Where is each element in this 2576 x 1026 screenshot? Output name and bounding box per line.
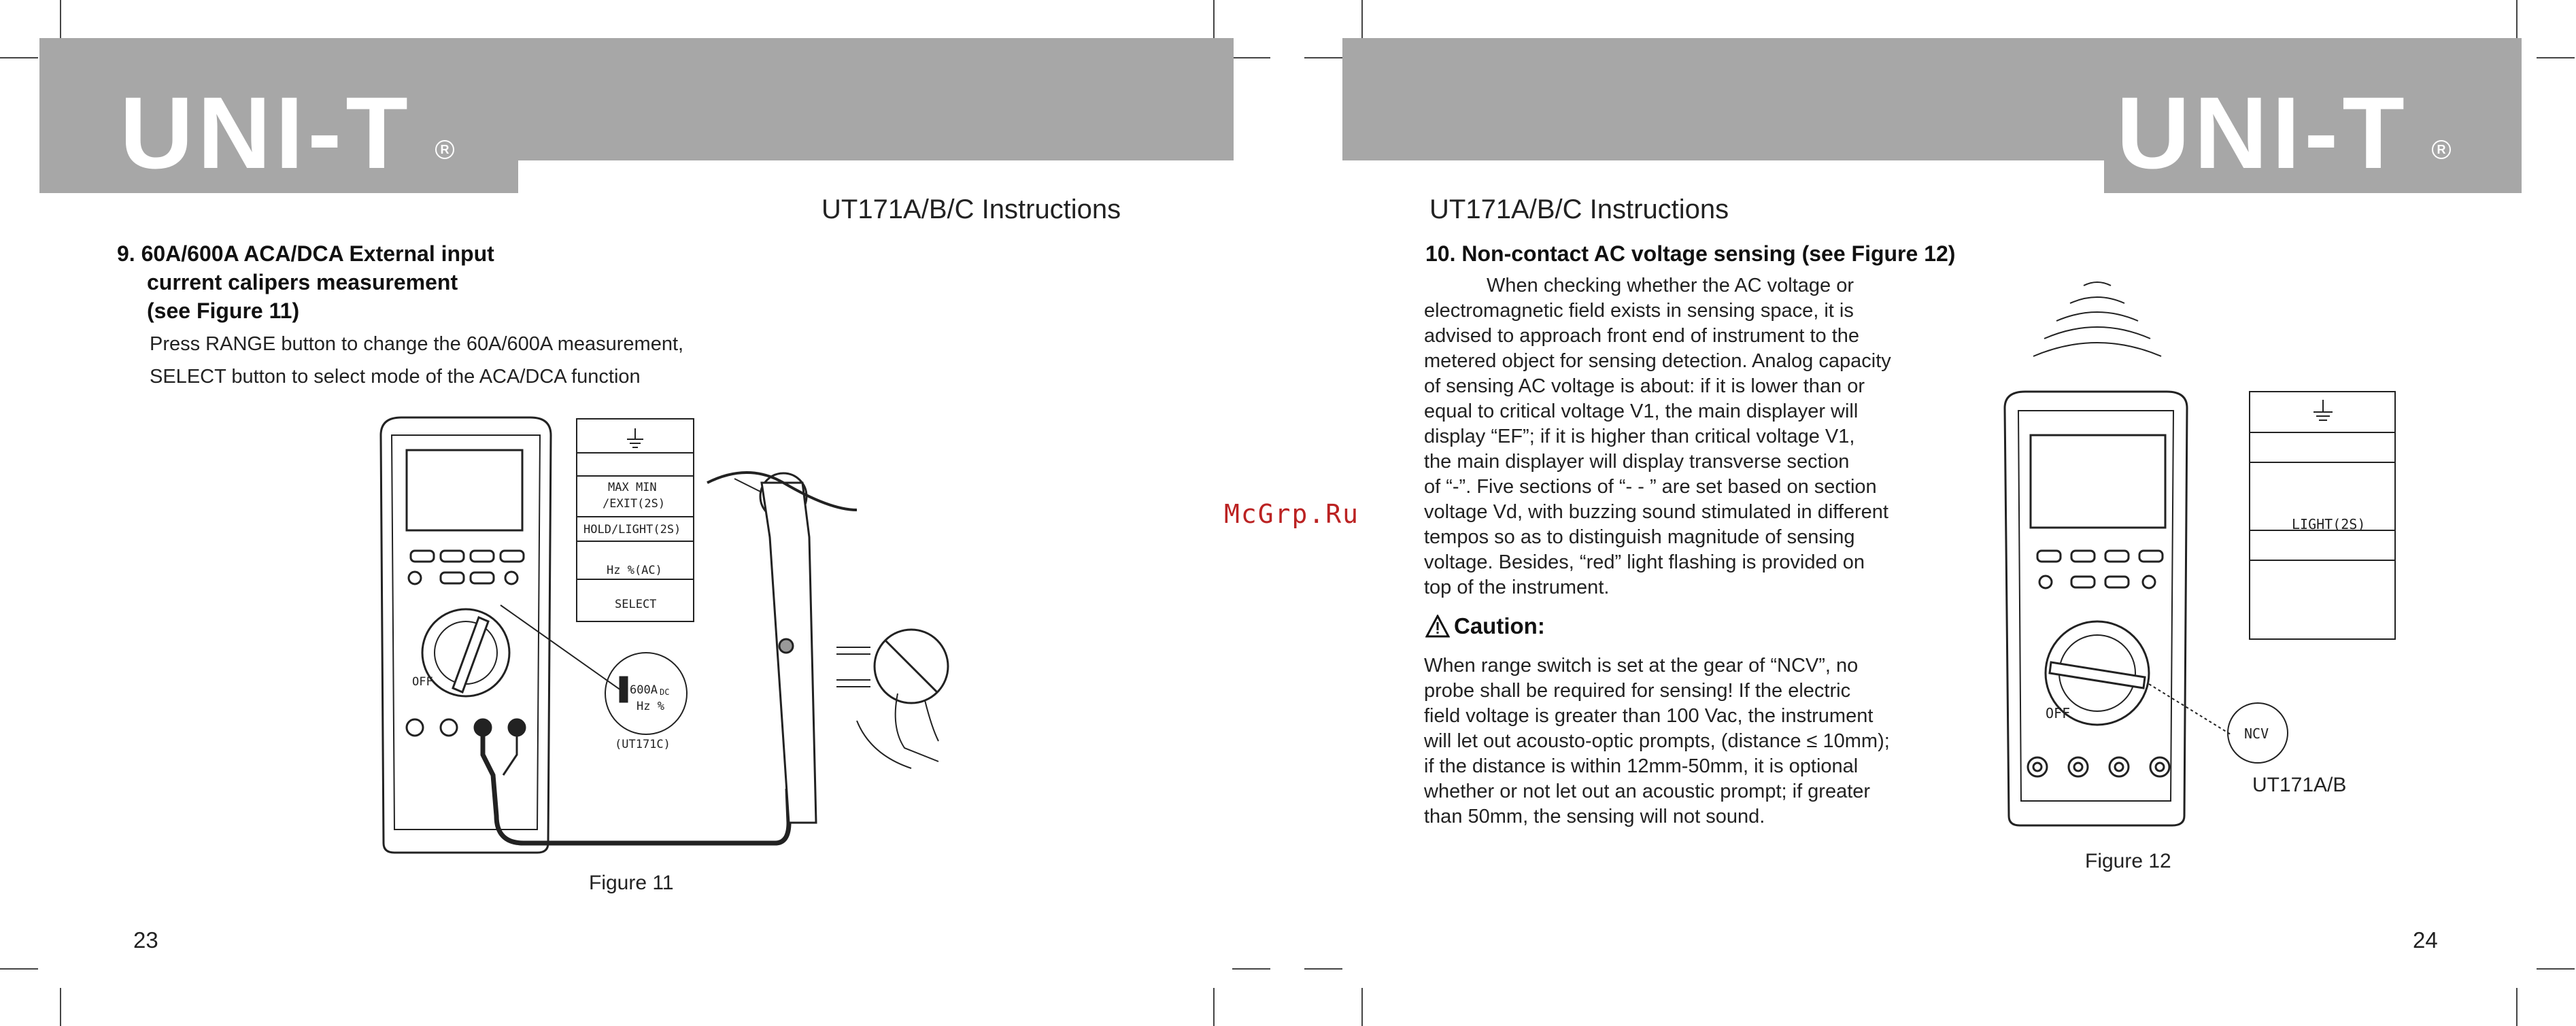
panel-label: MAX MIN <box>608 481 657 494</box>
registered-mark: R <box>2432 140 2451 159</box>
input-jack <box>407 719 423 736</box>
brand-logo: UNI-T <box>120 75 412 190</box>
paragraph-line: metered object for sensing detection. Analog capacity <box>1424 350 1891 372</box>
body-line: SELECT button to select mode of the ACA/DCA function <box>150 366 641 388</box>
input-jack <box>2150 757 2169 776</box>
meter-button <box>441 572 464 583</box>
caution-line: whether or not let out an acoustic prompt; if greater <box>1424 781 1871 802</box>
meter-button <box>2071 551 2095 562</box>
caution-line: When range switch is set at the gear of “NCV”, no <box>1424 655 1859 677</box>
warning-icon <box>1425 615 1450 638</box>
test-lead <box>503 736 517 775</box>
model-note: (UT171C) <box>615 738 671 751</box>
button-panel <box>577 419 694 621</box>
test-lead <box>483 736 789 843</box>
meter-button <box>2139 551 2163 562</box>
meter-button <box>471 551 494 562</box>
paragraph-line: the main displayer will display transverse section <box>1424 451 1850 473</box>
ncv-label: NCV <box>2244 725 2269 742</box>
meter-button <box>2105 577 2129 587</box>
meter-button <box>441 551 464 562</box>
caution-line: than 50mm, the sensing will not sound. <box>1424 806 1765 827</box>
dial-knob <box>2050 662 2145 688</box>
panel-label: LIGHT(2S) <box>2292 516 2366 532</box>
paragraph-line: advised to approach front end of instrument to the <box>1424 325 1860 347</box>
meter-button <box>471 572 494 583</box>
input-jack <box>509 719 525 736</box>
heading-line: 9. 60A/600A ACA/DCA External input <box>117 241 494 266</box>
caution-line: if the distance is within 12mm-50mm, it is optional <box>1424 755 1859 777</box>
input-jack <box>2069 757 2088 776</box>
figure-11-illustration <box>367 408 1006 870</box>
meter-button <box>2105 551 2129 562</box>
page-number: 23 <box>133 927 158 953</box>
paragraph-line: tempos so as to distinguish magnitude of sensing <box>1424 526 1855 548</box>
panel-label: Hz %(AC) <box>607 564 662 577</box>
meter-button <box>2143 576 2155 588</box>
page-right <box>1288 0 2576 1026</box>
dial-label: Hz % <box>637 700 664 713</box>
meter-button <box>411 551 434 562</box>
dial-label: DC <box>660 687 670 697</box>
dial-label: 600A <box>630 683 658 697</box>
paragraph-line: top of the instrument. <box>1424 577 1610 598</box>
meter-button <box>2071 577 2095 587</box>
meter-button <box>505 572 518 584</box>
input-jack <box>2109 757 2129 776</box>
caution-paragraph <box>1424 653 1890 830</box>
page-number: 24 <box>2413 927 2438 953</box>
display-screen <box>2031 435 2165 528</box>
multimeter-body <box>2005 392 2187 825</box>
dial-knob <box>453 617 488 692</box>
meter-button <box>2037 551 2061 562</box>
paragraph-line: When checking whether the AC voltage or <box>1487 275 1854 296</box>
running-title: UT171A/B/C Instructions <box>1429 194 1729 224</box>
button-panel <box>2250 392 2395 639</box>
brand-logo: UNI-T <box>2116 75 2409 190</box>
sensing-wave-icon <box>2084 282 2111 286</box>
multimeter-inner-frame <box>392 435 540 830</box>
section-heading <box>1425 239 1955 268</box>
arrow-icon <box>836 647 870 687</box>
panel-label: HOLD/LIGHT(2S) <box>583 523 681 536</box>
input-jack <box>441 719 457 736</box>
paragraph-line: voltage. Besides, “red” light flashing is provided on <box>1424 551 1865 573</box>
hand-outline <box>896 694 938 762</box>
display-screen <box>407 450 522 530</box>
caution-label: Caution: <box>1454 613 1545 638</box>
heading-line: (see Figure 11) <box>147 298 300 323</box>
off-label: OFF <box>412 675 433 689</box>
paragraph-line: electromagnetic field exists in sensing space, it is <box>1424 300 1854 322</box>
paragraph-line: display “EF”; if it is higher than critical voltage V1, <box>1424 426 1855 447</box>
body-line: Press RANGE button to change the 60A/600A measurement, <box>150 333 684 355</box>
caution-line: will let out acousto-optic prompts, (distance ≤ 10mm); <box>1424 730 1890 752</box>
figure-caption: Figure 12 <box>2085 850 2171 872</box>
arrow-icon <box>734 479 762 492</box>
callout-line <box>2149 684 2231 734</box>
ground-symbol-icon <box>2314 400 2333 420</box>
watermark: McGrp.Ru <box>1224 499 1360 529</box>
panel-label: SELECT <box>615 598 657 611</box>
heading-line: 10. Non-contact AC voltage sensing (see Figure 12) <box>1425 241 1956 266</box>
section-heading <box>117 239 494 325</box>
paragraph-line: equal to critical voltage V1, the main displayer will <box>1424 400 1859 422</box>
figure-caption: Figure 11 <box>589 872 674 894</box>
paragraph-line: voltage Vd, with buzzing sound stimulated in different <box>1424 501 1888 523</box>
running-title: UT171A/B/C Instructions <box>821 194 1121 224</box>
ground-symbol-icon <box>627 428 643 447</box>
model-label: UT171A/B <box>2252 774 2347 796</box>
caution-line: field voltage is greater than 100 Vac, the instrument <box>1424 705 1874 727</box>
multimeter-inner-frame <box>2018 411 2173 801</box>
dial-pointer <box>620 677 627 702</box>
meter-button <box>409 572 421 584</box>
paragraph-line: of “-”. Five sections of “- - ” are set based on section <box>1424 476 1877 498</box>
registered-mark: R <box>435 140 454 159</box>
input-jack <box>2028 757 2047 776</box>
caution-heading <box>1425 613 1545 639</box>
ncv-paragraph <box>1424 273 1891 600</box>
meter-button <box>501 551 524 562</box>
figure-12-illustration <box>1995 272 2498 830</box>
paragraph-line: of sensing AC voltage is about: if it is lower than or <box>1424 375 1865 397</box>
caution-line: probe shall be required for sensing! If the electric <box>1424 680 1851 702</box>
off-label: OFF <box>2046 705 2071 721</box>
heading-line: current calipers measurement <box>147 270 458 294</box>
meter-button <box>2039 576 2052 588</box>
input-jack <box>475 719 491 736</box>
panel-label: /EXIT(2S) <box>603 497 666 511</box>
